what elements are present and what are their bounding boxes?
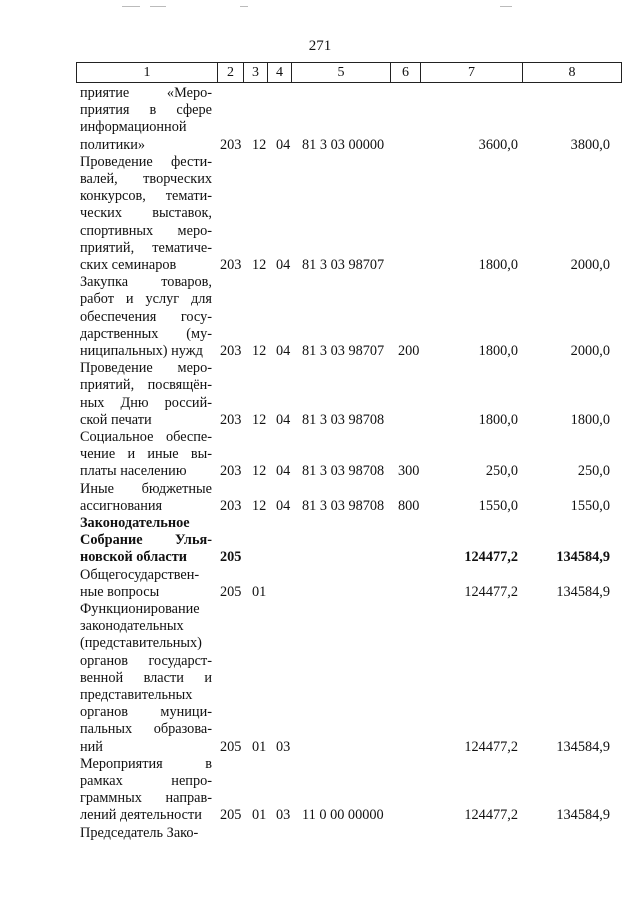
col-amount-year1: 3600,0 [478,136,518,153]
header-col-8: 8 [523,63,622,83]
header-col-6: 6 [391,63,421,83]
header-col-3: 3 [244,63,268,83]
row-description-line: валей, творческих [80,171,212,187]
row-description-line: Собрание Улья- [80,532,212,549]
table-header [76,62,622,83]
col-section: 203 [220,257,242,273]
col-subsection: 12 [252,136,267,153]
row-description-line: Проведение меро- [80,360,212,377]
col-item: 04 [276,463,291,480]
col-section: 203 [220,411,242,428]
row-description-line: приятий, посвящён- [80,377,212,394]
col-subsection: 12 [252,257,267,273]
row-description-line: лений деятельности [80,807,202,824]
scan-speck [122,6,140,7]
col-section: 205 [220,807,242,824]
col-amount-year2: 134584,9 [556,738,610,755]
row-description-line: приятий, тематиче- [80,239,212,256]
col-item: 04 [276,257,291,273]
col-amount-year2: 1800,0 [570,411,610,428]
col-section: 203 [220,463,242,480]
header-col-1: 1 [77,63,218,83]
row-description-line: ских семинаров [80,257,177,273]
col-item: 03 [276,738,291,755]
col-item: 04 [276,411,291,428]
col-amount-year1: 1800,0 [478,411,518,428]
col-item: 04 [276,136,291,153]
col-subsection: 01 [252,583,267,600]
row-description-line: ных Дню россий- [80,394,212,411]
row-description-line: работ и услуг для [80,291,212,308]
col-amount-year1: 1550,0 [478,497,518,514]
col-subsection: 12 [252,343,267,359]
row-description-line: Законодательное [80,515,190,531]
row-description-line: политики» [80,136,146,153]
row-description-line: новской области [80,549,187,566]
header-col-7: 7 [421,63,523,83]
col-target-code: 81 3 03 98708 [302,411,385,428]
scan-speck [150,6,166,7]
row-description-line: чение и иные вы- [80,446,212,463]
row-description-line: рамках непро- [80,773,212,789]
col-target-code: 11 0 00 00000 [302,807,384,824]
row-description-line: законодательных [80,618,184,635]
col-amount-year2: 2000,0 [570,257,610,273]
row-description-line: ний [80,738,103,755]
row-description-line: ные вопросы [80,583,160,600]
col-target-code: 81 3 03 00000 [302,136,385,153]
col-amount-year2: 134584,9 [556,583,610,600]
row-description-line: пальных образова- [80,721,212,738]
col-target-code: 81 3 03 98707 [302,257,385,273]
header-col-5: 5 [292,63,391,83]
col-section: 205 [220,583,242,600]
col-target-code: 81 3 03 98708 [302,463,385,480]
col-target-code: 81 3 03 98708 [302,497,385,514]
page-number: 271 [308,38,332,54]
row-description-line: Общегосударствен- [80,566,200,583]
col-amount-year1: 124477,2 [464,738,518,755]
col-expense-type: 200 [398,343,420,359]
col-amount-year2: 3800,0 [570,136,610,153]
row-description-line: Иные бюджетные [80,480,212,497]
col-amount-year1: 250,0 [485,463,518,480]
col-expense-type: 800 [398,497,420,514]
row-description-line: обеспечения госу- [80,308,212,325]
col-item: 04 [276,343,291,359]
col-subsection: 12 [252,463,267,480]
col-amount-year1: 124477,2 [464,807,518,824]
row-description-line: (представительных) [80,635,202,652]
col-item: 03 [276,807,291,824]
row-description-line: представительных [80,687,193,703]
col-amount-year2: 250,0 [577,463,610,480]
col-subsection: 12 [252,411,267,428]
scan-speck [500,6,512,7]
row-description-line: платы населению [80,463,187,480]
row-description-line: ской печати [80,411,152,428]
row-description-line: Функционирование [80,601,200,617]
row-description-line: Закупка товаров, [80,274,212,291]
row-description-line: конкурсов, темати- [80,188,212,205]
row-description-line: приятие «Меро- [80,85,212,101]
col-section: 205 [220,738,242,755]
col-amount-year2: 134584,9 [556,807,610,824]
col-section: 205 [220,549,242,566]
row-description-line: Социальное обеспе- [80,429,212,445]
scan-speck [240,6,248,7]
col-section: 203 [220,343,242,359]
row-description-line: венной власти и [80,669,212,686]
col-amount-year2: 1550,0 [570,497,610,514]
col-amount-year1: 1800,0 [478,343,518,359]
header-col-4: 4 [268,63,292,83]
col-subsection: 01 [252,807,267,824]
row-description-line: спортивных меро- [80,222,212,239]
row-description-line: ческих выставок, [80,205,212,222]
row-description-line: ассигнования [80,497,163,514]
col-amount-year2: 2000,0 [570,343,610,359]
row-description-line: Председатель Зако- [80,824,199,841]
row-description-line: органов муници- [80,704,212,721]
row-description-line: приятия в сфере [80,102,212,119]
col-subsection: 12 [252,497,267,514]
row-description-line: информационной [80,119,187,136]
col-item: 04 [276,497,291,514]
row-description-line: дарственных (му- [80,325,212,342]
row-description-line: органов государст- [80,652,212,669]
row-description-line: Проведение фести- [80,153,212,170]
col-subsection: 01 [252,738,267,755]
col-target-code: 81 3 03 98707 [302,343,385,359]
row-description-line: граммных направ- [80,790,212,807]
row-description-line: Мероприятия в [80,755,212,772]
col-expense-type: 300 [398,463,420,480]
col-amount-year1: 124477,2 [464,583,518,600]
col-amount-year1: 124477,2 [464,549,518,566]
header-col-2: 2 [218,63,244,83]
col-section: 203 [220,497,242,514]
row-description-line: ниципальных) нужд [80,343,203,359]
col-amount-year2: 134584,9 [556,549,610,566]
col-section: 203 [220,136,242,153]
col-amount-year1: 1800,0 [478,257,518,273]
